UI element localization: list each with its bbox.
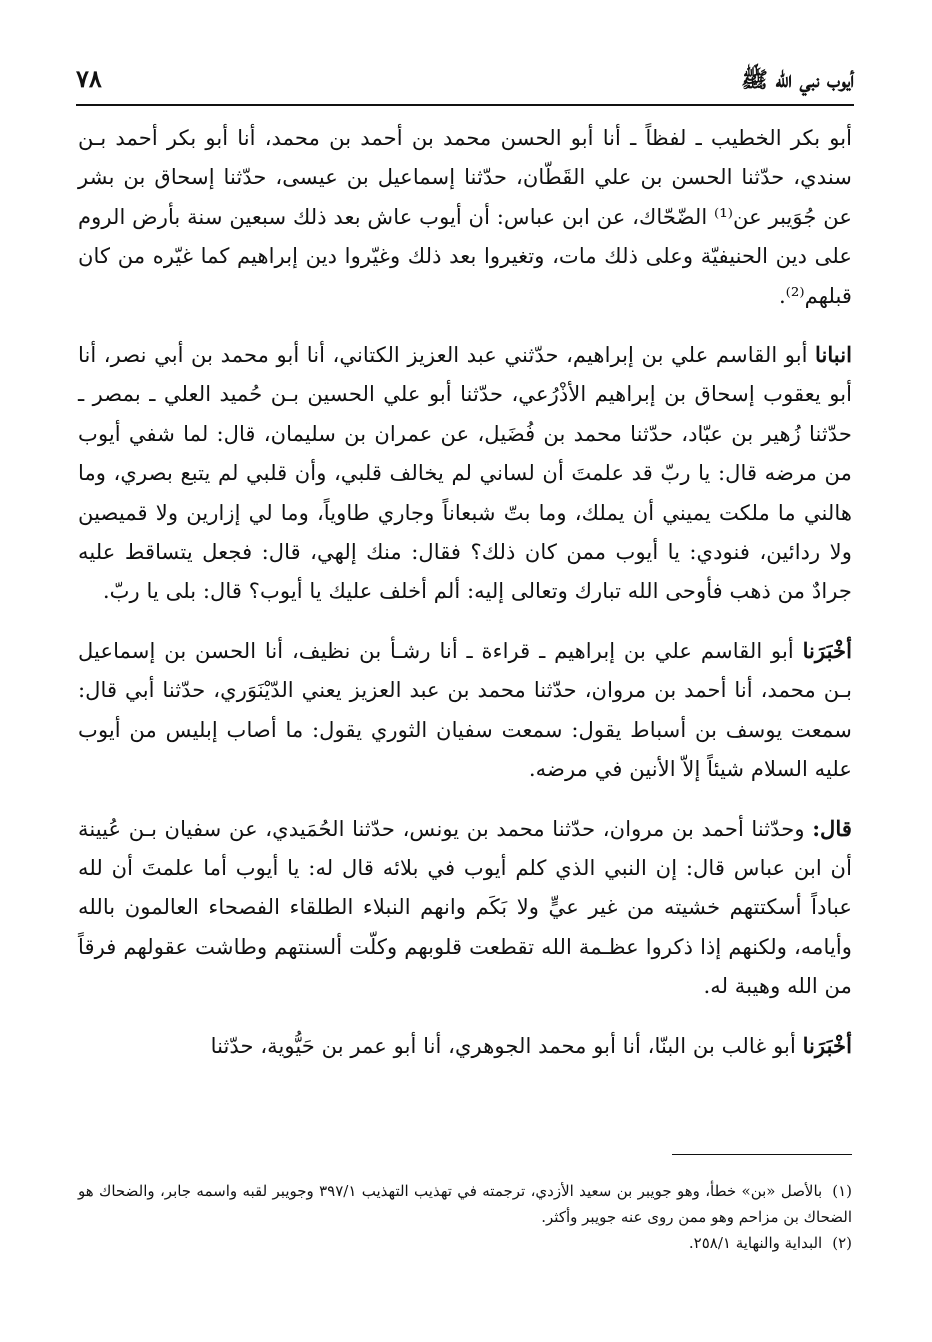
footnote-2 [78,1230,852,1256]
main-text [78,118,852,1065]
paragraph-3 [78,631,852,789]
paragraph-1 [78,118,852,315]
footnote-text: بالأصل «بن» خطأ، وهو جويبر بن سعيد الأزدي، ترجمته في تهذيب التهذيب ٣٩٧/١ وجويبر لقبه واسمه جابر، والضحاك هو الضحاك بن مزاحم وهو ممن روى عنه جويبر وأكثر. [78,1182,852,1226]
footnote-text: البداية والنهاية ٢٥٨/١. [688,1234,823,1252]
paragraph-lead: أخْبَرَنا [802,1032,852,1058]
paragraph-5 [78,1026,852,1065]
paragraph-text: أبو بكر الخطيب ـ لفظاً ـ أنا أبو الحسن محمد بن أحمد بن محمد، أنا أبو بكر أحمد بـن سندي، حدّثنا الحسن بن علي القَطّان، حدّثنا إسماعيل بن عيسى، حدّثنا إسحاق بن بشر عن جُوَيبر عن⁽¹⁾ الضّحّاك، عن ابن عباس: أن أيوب عاش بعد ذلك سبعين سنة بأرض الروم على دين الحنيفيّة وعلى ذلك مات، وتغيروا بعد ذلك وغيّروا دين إبراهيم كما غيّره من كان قبلهم⁽²⁾. [78,125,852,308]
footnote-divider [672,1154,852,1155]
paragraph-text: وحدّثنا أحمد بن مروان، حدّثنا محمد بن يونس، حدّثنا الحُمَيدي، عن سفيان بـن عُيينة أن ابن عباس قال: إن النبي الذي كلم أيوب في بلائه قال له: يا أيوب أما علمتَ أن لله عباداً أسكتتهم خشيته من غير عيٍّ ولا بَكَم وانهم النبلاء الطلقاء الفصحاء العالمون بالله وأيامه، ولكنهم إذا ذكروا عظـمة الله تقطعت قلوبهم وكلّت ألسنتهم وطاشت عقولهم فرقاً من الله وهيبة له. [78,815,852,999]
running-title: أيوب نبي الله ﷺ [741,67,854,93]
paragraph-text: أبو القاسم علي بن إبراهيم، حدّثني عبد العزيز الكتاني، أنا أبو محمد بن أبي نصر، أنا أبو يعقوب إسحاق بن إبراهيم الأذْرُعي، حدّثنا أبو علي الحسين بـن حُميد العلي ـ بمصر ـ حدّثنا زُهير بن عبّاد، حدّثنا محمد بن فُضَيل، عن عمران بن سليمان، قال: لما شفي أيوب من مرضه قال: يا ربّ قد علمتَ أن لساني لم يخالف قلبي، وأن قلبي لم يتبع بصري، وما هالني ما ملكت يميني أن يملك، وما بتّ شبعاناً وجاري طاوياً، وما لي إزارين ولا قميصين ولا ردائين، فنودي: يا أيوب ممن كان ذلك؟ فقال: منك إلهي، قال: فجعل يتساقط عليه جرادٌ من ذهب فأوحى الله تبارك وتعالى إليه: ألم أخلف عليك يا أيوب؟ قال: بلى يا ربّ. [78,342,852,604]
footnotes [78,1178,852,1256]
footnote-marker: (١) [832,1182,853,1200]
footnote-marker: (٢) [832,1234,852,1252]
paragraph-4 [78,809,852,1006]
paragraph-lead: قال: [812,815,852,841]
header-divider [76,104,854,106]
page-header [76,62,854,102]
footnote-1 [78,1178,852,1230]
paragraph-lead: أخْبَرَنا [802,637,852,663]
paragraph-text: أبو القاسم علي بن إبراهيم ـ قراءة ـ أنا رشـأ بن نظيف، أنا الحسن بن إسماعيل بـن محمد، أنا أحمد بن مروان، حدّثنا محمد بن عبد العزيز يعني الدّيْنَوَري، حدّثنا أبي قال: سمعت يوسف بن أسباط يقول: سمعت سفيان الثوري يقول: ما أصاب إبليس من أيوب عليه السلام شيئاً إلاّ الأنين في مرضه. [78,637,852,782]
paragraph-2 [78,335,852,611]
paragraph-text: أبو غالب بن البنّا، أنا أبو محمد الجوهري، أنا أبو عمر بن حَيُّوية، حدّثنا [210,1032,803,1058]
paragraph-lead: انبانا [815,342,852,368]
page-number: ٧٨ [76,64,102,93]
